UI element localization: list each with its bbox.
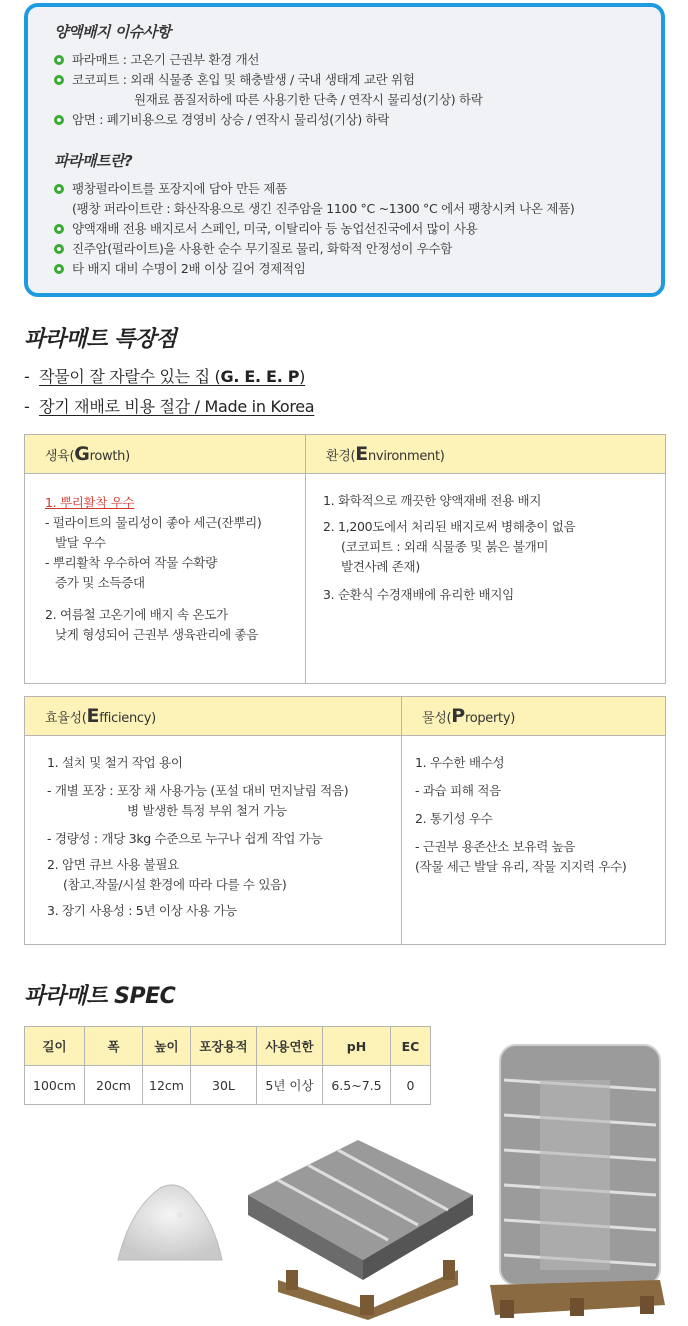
bullet-icon: [54, 115, 64, 125]
feature-line-cost: - 장기 재배로 비용 절감 / Made in Korea: [24, 397, 315, 416]
environment-header: 환경(Environment): [306, 435, 665, 474]
bullet-icon: [54, 55, 64, 65]
what-title: 파라매트란?: [54, 152, 133, 170]
list-item: 타 배지 대비 수명이 2배 이상 길어 경제적임: [54, 259, 661, 279]
list-item: 팽창펄라이트를 포장지에 담아 만든 제품 (팽창 퍼라이트란 : 화산작용으로 생긴 진주암을 1100 °C ~1300 °C 에서 팽창시켜 나온 제품): [54, 179, 661, 219]
list-item: 코코피트 : 외래 식물종 혼입 및 해충발생 / 국내 생태계 교란 위험 원재료 품질저하에 따른 사용기한 단축 / 연작시 물리성(기상) 하락: [54, 70, 661, 110]
spec-table: [24, 1026, 431, 1105]
environment-content: 1. 화학적으로 깨끗한 양액재배 전용 배지 2. 1,200도에서 처리된 배지로써 병해충이 없음 (코코피트 : 외래 식물종 및 붉은 불개미 발견사례 존재) 3. 순환식 수경재배에 유리한 배지임: [323, 493, 576, 602]
list-item: 진주암(펄라이트)을 사용한 순수 무기질로 물리, 화학적 안정성이 우수함: [54, 239, 661, 259]
what-list: [54, 179, 661, 279]
growth-header: 생육(Growth): [25, 435, 305, 474]
table-row: 100cm 20cm 12cm 30L 5년 이상 6.5~7.5 0: [25, 1066, 431, 1105]
paramat-stack-image: [480, 1020, 670, 1320]
efficiency-content: 1. 설치 및 철거 작업 용이 - 개별 포장 : 포장 채 사용가능 (포설 대비 먼지날림 적음) 병 발생한 특정 부위 철거 가능 - 경량성 : 개당 3kg 수준으로 누구나 쉽게 작업 가능 2. 암면 큐브 사용 불필요 (참고.작물/시설 환경에 따라 다를 수 있음) 3. 장기 사용성 : 5년 이상 사용 가능: [47, 755, 349, 918]
efficiency-property-table: [24, 696, 666, 945]
feature-line-geep: - 작물이 잘 자랄수 있는 집 (G. E. E. P): [24, 367, 306, 386]
perlite-pile-image: [110, 1170, 230, 1270]
paramat-pallet-image: [238, 1120, 478, 1320]
bullet-icon: [54, 244, 64, 254]
list-item: 파라매트 : 고온기 근권부 환경 개선: [54, 50, 661, 70]
property-content: 1. 우수한 배수성 - 과습 피해 적음 2. 통기성 우수 - 근권부 용존산소 보유력 높음 (작물 세근 발달 유리, 작물 지지력 우수): [415, 755, 627, 874]
bullet-icon: [54, 264, 64, 274]
divider: [305, 435, 306, 683]
bullet-icon: [54, 224, 64, 234]
issues-list: [54, 50, 661, 130]
efficiency-header: 효율성(Efficiency): [25, 697, 401, 736]
spec-title: 파라매트 SPEC: [24, 984, 176, 1009]
list-item: 암면 : 폐기비용으로 경영비 상승 / 연작시 물리성(기상) 하락: [54, 110, 661, 130]
features-title: 파라매트 특장점: [24, 327, 177, 352]
bullet-icon: [54, 75, 64, 85]
growth-environment-table: [24, 434, 666, 684]
issues-title: 양액배지 이슈사항: [54, 23, 171, 41]
list-item: 양액재배 전용 배지로서 스페인, 미국, 이탈리아 등 농업선진국에서 많이 사용: [54, 219, 661, 239]
growth-content: 1. 뿌리활착 우수 - 펄라이트의 물리성이 좋아 세근(잔뿌리) 발달 우수 - 뿌리활착 우수하여 작물 수확량 증가 및 소득증대 2. 여름철 고온기에 배지 속 온도가 낮게 형성되어 근권부 생육관리에 좋음: [45, 495, 262, 642]
divider: [401, 697, 402, 944]
property-header: 물성(Property): [402, 697, 665, 736]
table-row: 길이 폭 높이 포장용적 사용연한 pH EC: [25, 1027, 431, 1066]
bullet-icon: [54, 184, 64, 194]
issues-box: [24, 3, 665, 297]
